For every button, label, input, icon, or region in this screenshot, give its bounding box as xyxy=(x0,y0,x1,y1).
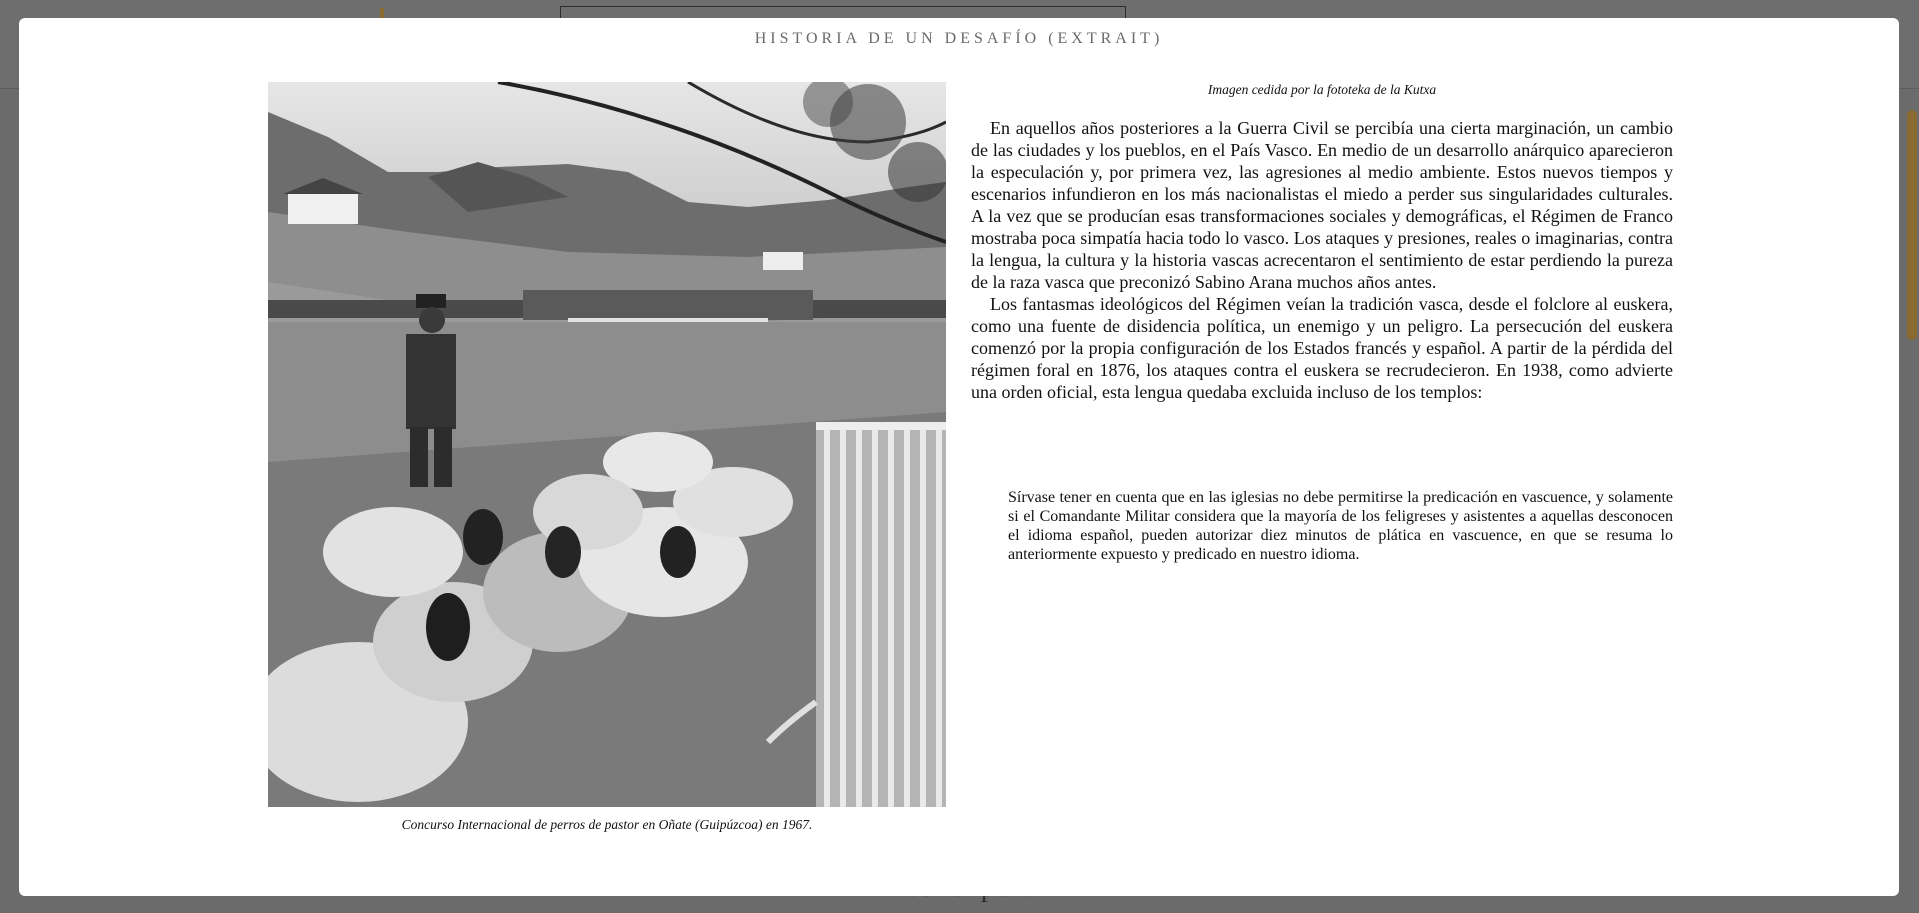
extract-modal xyxy=(19,18,1899,896)
paragraph-2: Los fantasmas ideológicos del Régimen veían la tradición vasca, desde el folclore al euskera, como una fuente de disidencia política, un enemigo y un peligro. La persecución del euskera comenzó por la propia configuración de los Estados francés y español. A partir de la pérdida del régimen foral en 1876, los ataques contra el euskera se recrudecieron. En 1938, como advierte una orden oficial, esta lengua quedaba excluida incluso de los templos: xyxy=(971,294,1673,402)
block-quote: Sírvase tener en cuenta que en las iglesias no debe permitirse la predicación en vascuence, y solamente si el Comandante Militar considera que la mayoría de los feligreses y asistentes a aquellas desconocen el idioma español, pueden autorizar diez minutos de plática en vascuence, en que se resuma lo anteriormente expuesto y predicado en nuestro idioma. xyxy=(1008,489,1673,563)
modal-title: HISTORIA DE UN DESAFÍO (EXTRAIT) xyxy=(754,30,1164,47)
paragraph-1: En aquellos años posteriores a la Guerra Civil se percibía una cierta marginación, un cambio de las ciudades y los pueblos, en el País Vasco. En medio de un desarrollo anárquico aparecieron la especulación y, por primera vez, las agresiones al medio ambiente. Estos nuevos tiempos y escenarios infundieron en los más nacionalistas el miedo a perder sus singularidades culturales. A la vez que se producían esas transformaciones sociales y demográficas, el Régimen de Franco mostraba poca simpatía hacia todo lo vasco. Los ataques y presiones, reales o imaginarias, contra la lengua, la cultura y la historia vascas acrecentaron el sentimiento de estar perdiendo la pureza de la raza vasca que preconizó Sabino Arana muchos años antes. xyxy=(971,118,1673,292)
article-body xyxy=(971,117,1673,403)
sheep-contest-photo xyxy=(268,82,946,807)
page-scrollbar[interactable] xyxy=(1907,110,1917,340)
photo-caption: Concurso Internacional de perros de pastor en Oñate (Guipúzcoa) en 1967. xyxy=(401,817,813,832)
photo-credit: Imagen cedida por la fototeka de la Kutxa xyxy=(1207,82,1437,97)
